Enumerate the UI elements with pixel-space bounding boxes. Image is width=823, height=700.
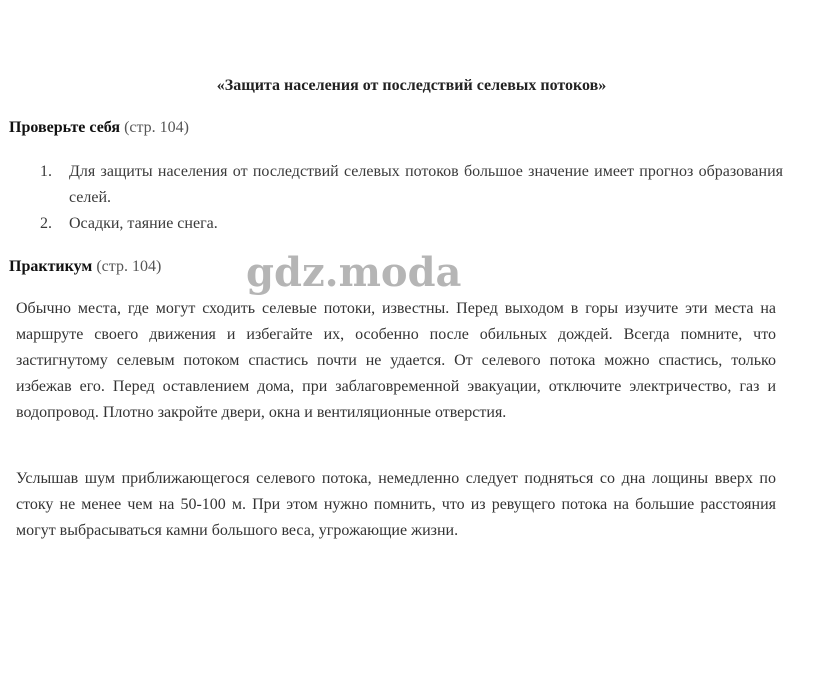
answers-list xyxy=(40,159,783,237)
paragraph: Обычно места, где могут сходить селевые потоки, известны. Перед выходом в горы изучите эти места на маршруте своего движения и избегайте их, особенно после обильных дождей. Всегда помните, что застигнутому селевым потоком спастись почти не удается. От селевого потока можно спастись, только избежав его. Перед оставлением дома, при заблаговременной эвакуации, отключите электричество, газ и водопровод. Плотно закройте двери, окна и вентиляционные отверстия. xyxy=(16,300,776,421)
section-heading-label: Проверьте себя xyxy=(9,119,121,136)
list-item-text: Осадки, таяние снега. xyxy=(69,215,218,232)
list-item xyxy=(40,211,783,237)
section-heading-check-yourself xyxy=(9,117,189,139)
section-heading-label: Практикум xyxy=(9,258,93,275)
list-item-number: 1. xyxy=(40,163,52,180)
document-title: «Защита населения от последствий селевых потоков» xyxy=(216,77,607,94)
list-item-text: Для защиты населения от последствий селевых потоков большое значение имеет прогноз образования селей. xyxy=(69,163,783,206)
section-heading-practicum xyxy=(9,256,161,278)
watermark: gdz.moda xyxy=(246,249,462,296)
paragraph: Услышав шум приближающегося селевого потока, немедленно следует подняться со дна лощины вверх по стоку не менее чем на 50-100 м. При этом нужно помнить, что из ревущего потока на большие расстояния могут выбрасываться камни большого веса, угрожающие жизни. xyxy=(16,470,776,539)
list-item xyxy=(40,159,783,211)
page-reference: (стр. 104) xyxy=(124,119,190,136)
list-item-number: 2. xyxy=(40,215,52,232)
page-reference: (стр. 104) xyxy=(96,258,162,275)
